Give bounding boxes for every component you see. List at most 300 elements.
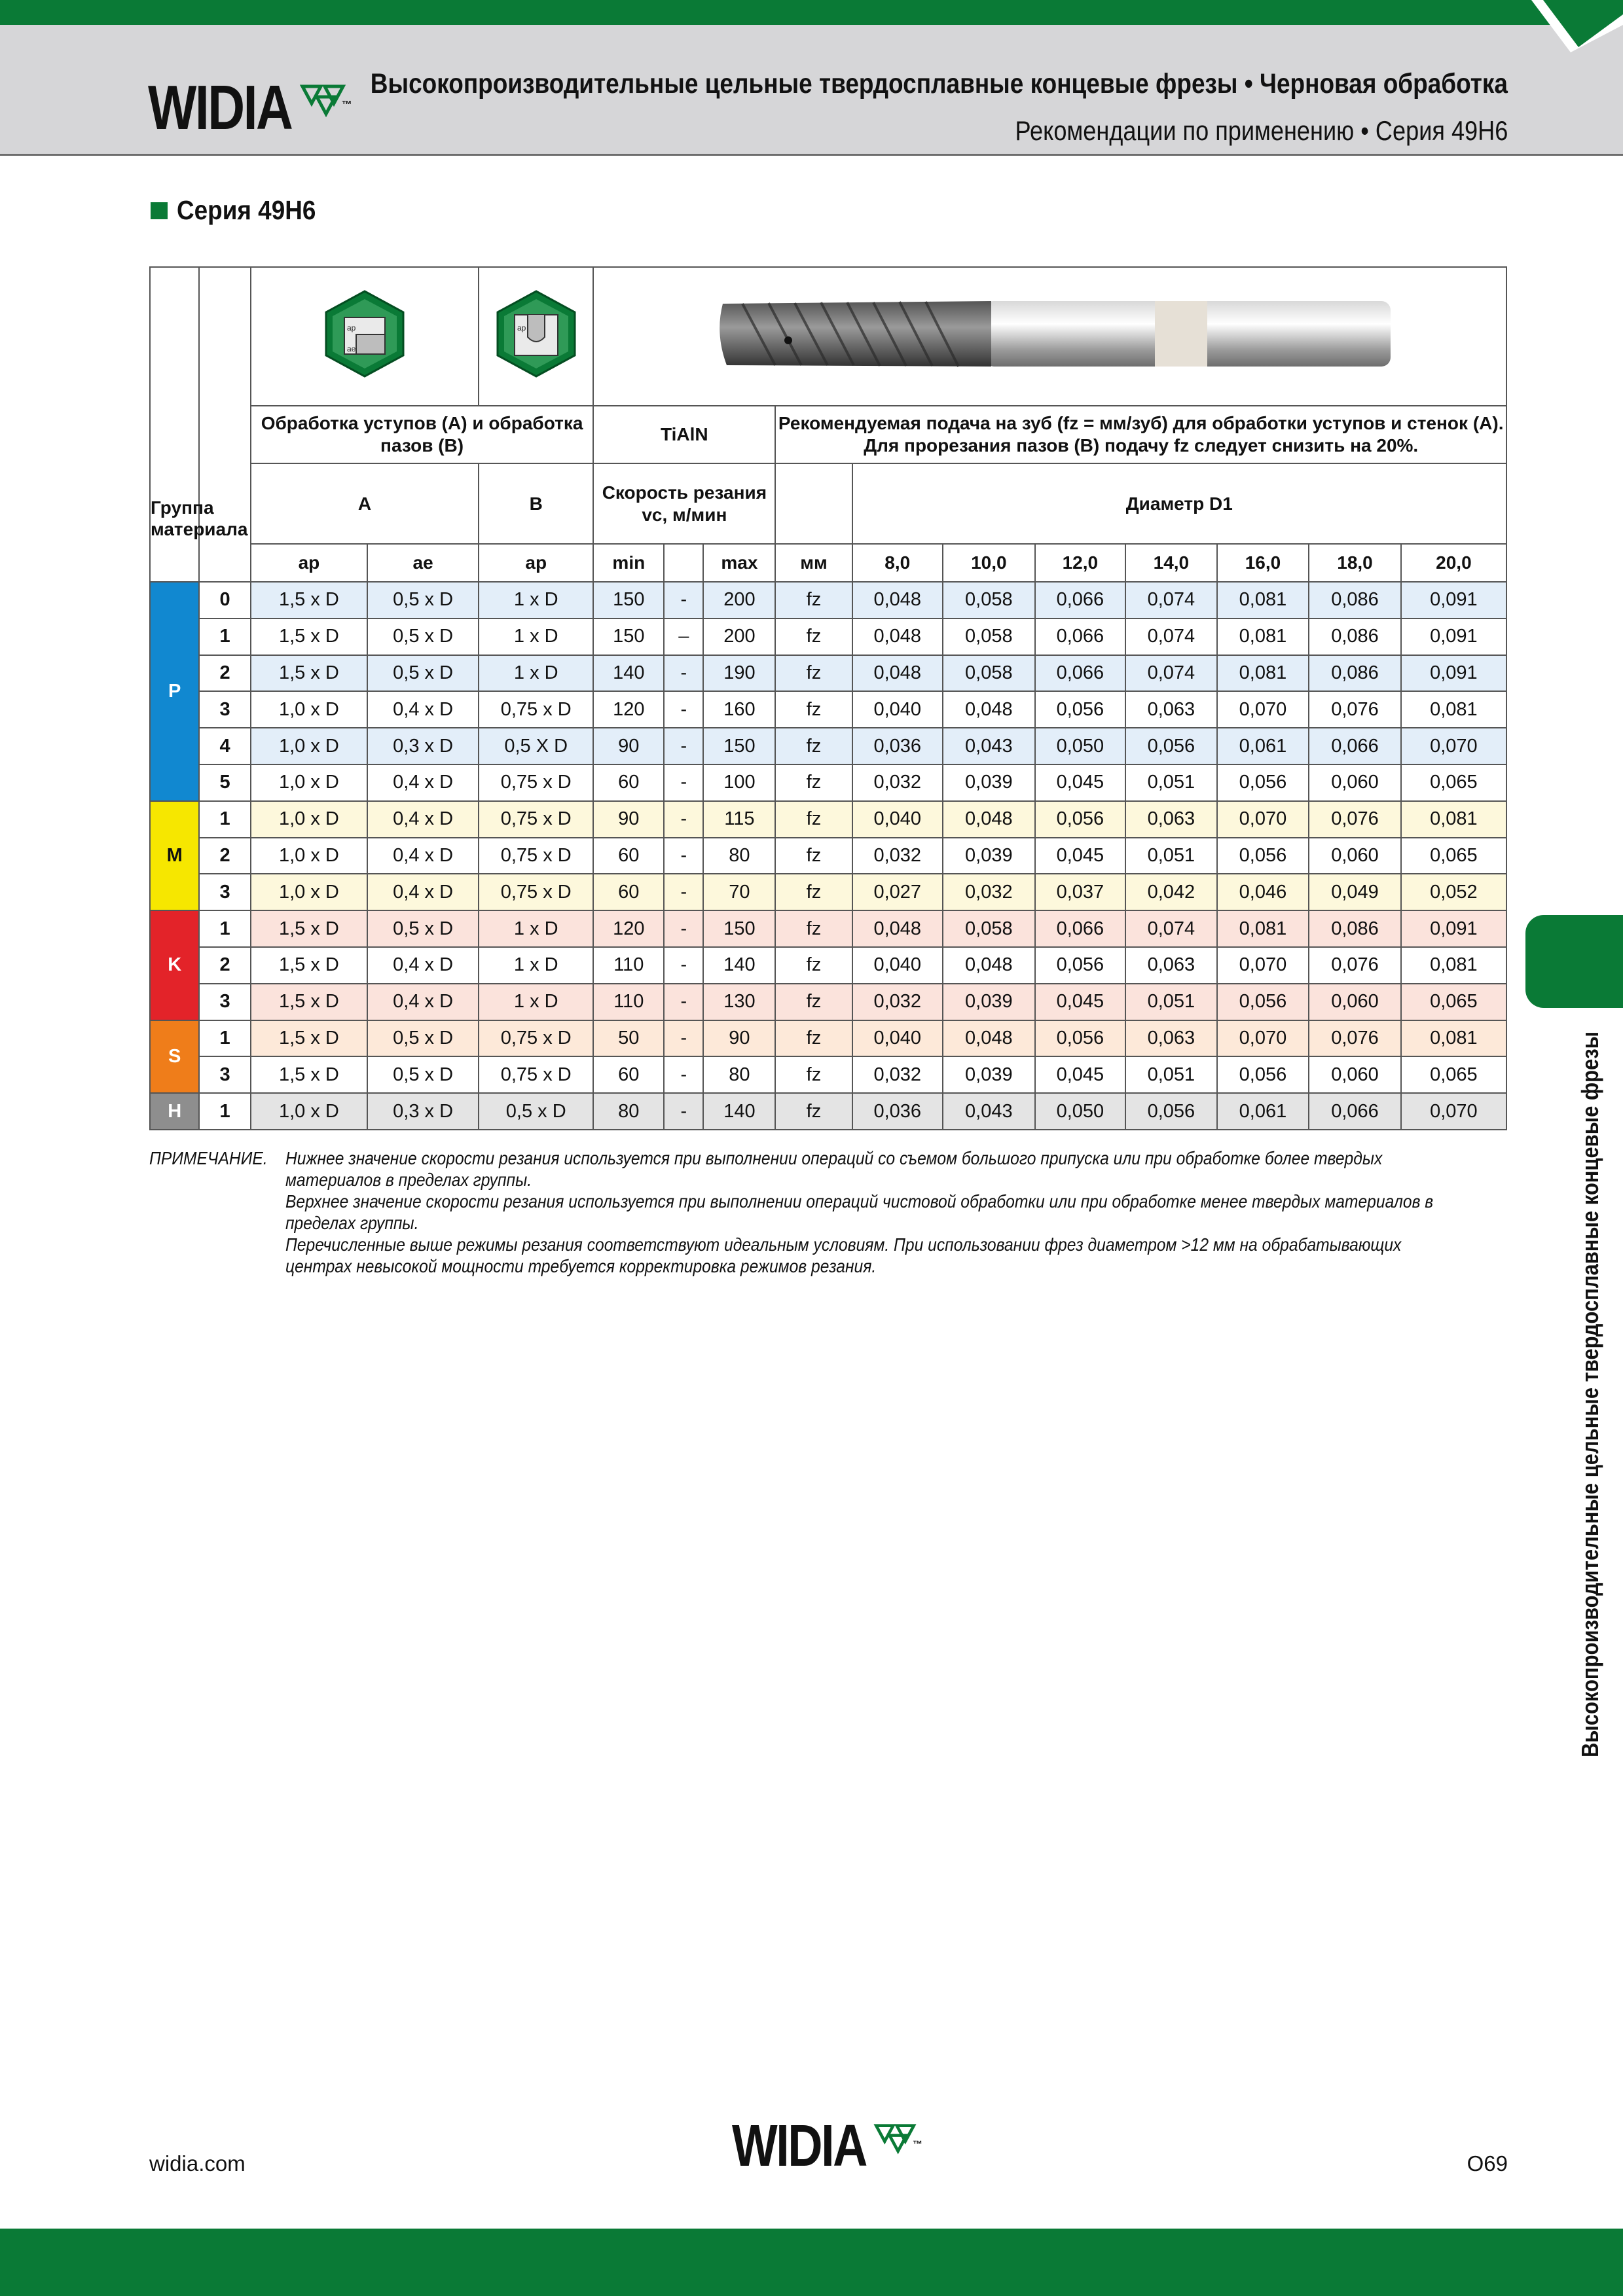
ae-value: 0,4 x D xyxy=(367,874,479,910)
vc-min-value: 80 xyxy=(593,1093,664,1130)
note-line-2: Верхнее значение скорости резания используется при выполнении операций чистовой обработки или при обработке менее твердых материалов в пределах группы. xyxy=(285,1191,1434,1233)
unit-value: fz xyxy=(775,838,852,874)
feed-value: 0,086 xyxy=(1309,910,1401,947)
feed-value: 0,058 xyxy=(943,582,1035,619)
vc-max-value: 150 xyxy=(703,728,775,764)
feed-value: 0,058 xyxy=(943,619,1035,655)
vc-min-value: 60 xyxy=(593,764,664,801)
feed-value: 0,081 xyxy=(1217,910,1309,947)
feed-value: 0,050 xyxy=(1035,728,1126,764)
section-heading xyxy=(151,195,331,226)
subgroup-number: 1 xyxy=(199,801,250,838)
subgroup-number: 2 xyxy=(199,655,250,692)
feed-value: 0,081 xyxy=(1217,655,1309,692)
diameter-18-header: 18,0 xyxy=(1309,544,1401,582)
diameter-12-header: 12,0 xyxy=(1035,544,1126,582)
bottom-green-bar xyxy=(0,2229,1623,2296)
feed-value: 0,049 xyxy=(1309,874,1401,910)
vc-max-value: 190 xyxy=(703,655,775,692)
feed-value: 0,040 xyxy=(852,1020,943,1057)
ap-b-value: 0,75 x D xyxy=(479,874,593,910)
feed-value: 0,056 xyxy=(1217,1056,1309,1093)
vc-dash: - xyxy=(664,984,703,1020)
feed-value: 0,056 xyxy=(1035,947,1126,984)
vc-min-value: 110 xyxy=(593,947,664,984)
feed-value: 0,040 xyxy=(852,691,943,728)
feed-value: 0,074 xyxy=(1125,655,1217,692)
vc-dash-header xyxy=(664,544,703,582)
feed-value: 0,065 xyxy=(1401,838,1506,874)
feed-value: 0,046 xyxy=(1217,874,1309,910)
ae-value: 0,5 x D xyxy=(367,582,479,619)
unit-value: fz xyxy=(775,728,852,764)
feed-value: 0,042 xyxy=(1125,874,1217,910)
material-group-p: P xyxy=(150,582,199,801)
feed-value: 0,086 xyxy=(1309,655,1401,692)
footer-website: widia.com xyxy=(149,2151,246,2176)
footer-page-number: O69 xyxy=(1467,2151,1508,2176)
feed-value: 0,052 xyxy=(1401,874,1506,910)
ae-value: 0,4 x D xyxy=(367,984,479,1020)
vc-dash: - xyxy=(664,582,703,619)
feed-value: 0,048 xyxy=(852,655,943,692)
feed-value: 0,070 xyxy=(1401,728,1506,764)
top-green-bar xyxy=(0,0,1623,25)
feed-value: 0,056 xyxy=(1217,984,1309,1020)
vc-min-value: 50 xyxy=(593,1020,664,1057)
ap-value: 1,0 x D xyxy=(251,1093,367,1130)
ap-b-value: 0,5 X D xyxy=(479,728,593,764)
diameter-header: Диаметр D1 xyxy=(852,463,1506,544)
ap-value: 1,0 x D xyxy=(251,874,367,910)
feed-value: 0,081 xyxy=(1401,801,1506,838)
table-row xyxy=(150,984,1506,1020)
ap-b-value: 0,75 x D xyxy=(479,1020,593,1057)
feed-value: 0,037 xyxy=(1035,874,1126,910)
unit-value: fz xyxy=(775,582,852,619)
shoulder-icon-cell xyxy=(251,267,479,406)
feed-value: 0,040 xyxy=(852,947,943,984)
col-a-header: A xyxy=(251,463,479,544)
vc-max-value: 160 xyxy=(703,691,775,728)
feed-value: 0,076 xyxy=(1309,1020,1401,1057)
feed-value: 0,027 xyxy=(852,874,943,910)
svg-text:ap: ap xyxy=(346,323,356,332)
table-row xyxy=(150,619,1506,655)
feed-value: 0,039 xyxy=(943,984,1035,1020)
ap-b-value: 0,75 x D xyxy=(479,764,593,801)
feed-value: 0,036 xyxy=(852,1093,943,1130)
subgroup-number: 3 xyxy=(199,874,250,910)
feed-value: 0,032 xyxy=(852,984,943,1020)
vc-dash: - xyxy=(664,728,703,764)
vc-min-value: 120 xyxy=(593,910,664,947)
table-row xyxy=(150,910,1506,947)
ae-value: 0,5 x D xyxy=(367,619,479,655)
feed-value: 0,056 xyxy=(1035,1020,1126,1057)
ap-b-value: 0,75 x D xyxy=(479,1056,593,1093)
feed-value: 0,065 xyxy=(1401,1056,1506,1093)
material-group-s: S xyxy=(150,1020,199,1094)
feed-value: 0,032 xyxy=(852,1056,943,1093)
feed-value: 0,081 xyxy=(1401,947,1506,984)
unit-header: мм xyxy=(775,544,852,582)
feed-value: 0,048 xyxy=(852,910,943,947)
feed-value: 0,074 xyxy=(1125,582,1217,619)
feed-value: 0,039 xyxy=(943,838,1035,874)
table-row xyxy=(150,801,1506,838)
ap-value: 1,5 x D xyxy=(251,1056,367,1093)
feed-value: 0,045 xyxy=(1035,764,1126,801)
feed-value: 0,050 xyxy=(1035,1093,1126,1130)
ap-value: 1,0 x D xyxy=(251,838,367,874)
feed-value: 0,086 xyxy=(1309,619,1401,655)
subgroup-number: 0 xyxy=(199,582,250,619)
feed-value: 0,076 xyxy=(1309,691,1401,728)
feed-value: 0,045 xyxy=(1035,1056,1126,1093)
feed-value: 0,056 xyxy=(1217,838,1309,874)
feed-value: 0,039 xyxy=(943,1056,1035,1093)
feed-value: 0,076 xyxy=(1309,801,1401,838)
end-mill-photo xyxy=(703,281,1397,386)
feed-value: 0,070 xyxy=(1401,1093,1506,1130)
ap-b-value: 0,75 x D xyxy=(479,838,593,874)
subgroup-number: 3 xyxy=(199,1056,250,1093)
feed-value: 0,032 xyxy=(943,874,1035,910)
widia-logo-triangles-icon xyxy=(301,84,344,119)
feed-value: 0,043 xyxy=(943,1093,1035,1130)
table-row xyxy=(150,691,1506,728)
feed-value: 0,061 xyxy=(1217,728,1309,764)
corner-chevron-icon xyxy=(1525,0,1623,52)
feed-value: 0,048 xyxy=(852,619,943,655)
subgroup-number: 1 xyxy=(199,1093,250,1130)
table-row xyxy=(150,947,1506,984)
feed-value: 0,045 xyxy=(1035,838,1126,874)
feed-value: 0,070 xyxy=(1217,947,1309,984)
ae-value: 0,4 x D xyxy=(367,838,479,874)
feed-value: 0,036 xyxy=(852,728,943,764)
ap-value: 1,5 x D xyxy=(251,582,367,619)
material-group-h: H xyxy=(150,1093,199,1130)
feed-value: 0,043 xyxy=(943,728,1035,764)
subgroup-number: 2 xyxy=(199,947,250,984)
ae-value: 0,4 x D xyxy=(367,801,479,838)
subgroup-number: 4 xyxy=(199,728,250,764)
feed-value: 0,081 xyxy=(1217,582,1309,619)
ap-value: 1,5 x D xyxy=(251,910,367,947)
green-square-bullet-icon xyxy=(151,202,168,219)
feed-value: 0,048 xyxy=(852,582,943,619)
subgroup-number: 2 xyxy=(199,838,250,874)
ae-value: 0,4 x D xyxy=(367,691,479,728)
feed-value: 0,060 xyxy=(1309,838,1401,874)
ap-value: 1,0 x D xyxy=(251,691,367,728)
vc-min-value: 150 xyxy=(593,619,664,655)
ae-value: 0,3 x D xyxy=(367,728,479,764)
table-row xyxy=(150,728,1506,764)
feed-value: 0,056 xyxy=(1217,764,1309,801)
feed-value: 0,056 xyxy=(1035,691,1126,728)
vc-max-value: 70 xyxy=(703,874,775,910)
unit-value: fz xyxy=(775,801,852,838)
table-row xyxy=(150,1020,1506,1057)
vc-max-value: 100 xyxy=(703,764,775,801)
vc-min-value: 90 xyxy=(593,801,664,838)
feed-value: 0,074 xyxy=(1125,619,1217,655)
vc-min-value: 150 xyxy=(593,582,664,619)
table-row xyxy=(150,582,1506,619)
feed-value: 0,060 xyxy=(1309,1056,1401,1093)
ae-value: 0,4 x D xyxy=(367,947,479,984)
feed-value: 0,056 xyxy=(1035,801,1126,838)
feed-value: 0,081 xyxy=(1401,691,1506,728)
feed-value: 0,056 xyxy=(1125,728,1217,764)
feed-value: 0,051 xyxy=(1125,1056,1217,1093)
ap-b-value: 1 x D xyxy=(479,582,593,619)
feed-value: 0,091 xyxy=(1401,582,1506,619)
footer-widia-logo: WIDIA ™ xyxy=(732,2113,921,2179)
vc-dash: – xyxy=(664,619,703,655)
vc-max-value: 115 xyxy=(703,801,775,838)
feed-value: 0,051 xyxy=(1125,838,1217,874)
feed-value: 0,058 xyxy=(943,910,1035,947)
svg-text:ap: ap xyxy=(517,323,526,332)
ap-value: 1,0 x D xyxy=(251,801,367,838)
feed-value: 0,063 xyxy=(1125,1020,1217,1057)
ap-value: 1,5 x D xyxy=(251,984,367,1020)
feed-value: 0,070 xyxy=(1217,1020,1309,1057)
feed-value: 0,091 xyxy=(1401,619,1506,655)
ae-value: 0,5 x D xyxy=(367,1020,479,1057)
vc-max-value: 80 xyxy=(703,1056,775,1093)
vc-dash: - xyxy=(664,1020,703,1057)
vc-min-value: 60 xyxy=(593,838,664,874)
subgroup-number: 1 xyxy=(199,1020,250,1057)
diameter-10-header: 10,0 xyxy=(943,544,1035,582)
speed-header: Скорость резания vc, м/мин xyxy=(593,463,775,544)
feed-value: 0,039 xyxy=(943,764,1035,801)
vc-max-value: 200 xyxy=(703,582,775,619)
unit-value: fz xyxy=(775,619,852,655)
unit-value: fz xyxy=(775,947,852,984)
unit-value: fz xyxy=(775,1056,852,1093)
unit-value: fz xyxy=(775,764,852,801)
ap-b-value: 1 x D xyxy=(479,910,593,947)
vc-dash: - xyxy=(664,947,703,984)
unit-value: fz xyxy=(775,910,852,947)
ap-b-value: 0,75 x D xyxy=(479,691,593,728)
notes-label: ПРИМЕЧАНИЕ. xyxy=(149,1148,268,1168)
vc-max-value: 90 xyxy=(703,1020,775,1057)
diameter-8-header: 8,0 xyxy=(852,544,943,582)
feed-value: 0,051 xyxy=(1125,984,1217,1020)
vc-dash: - xyxy=(664,874,703,910)
group-header: Группа материала xyxy=(150,267,199,582)
table-row xyxy=(150,1056,1506,1093)
svg-text:ae: ae xyxy=(346,344,356,353)
feed-value: 0,048 xyxy=(943,1020,1035,1057)
unit-value: fz xyxy=(775,655,852,692)
note-line-1: Нижнее значение скорости резания используется при выполнении операций со съемом большого припуска или при обработке более твердых материалов в пределах группы. xyxy=(285,1148,1383,1190)
feed-value: 0,063 xyxy=(1125,947,1217,984)
ap-value: 1,5 x D xyxy=(251,1020,367,1057)
diameter-14-header: 14,0 xyxy=(1125,544,1217,582)
ap-b-value: 1 x D xyxy=(479,655,593,692)
shoulder-milling-icon xyxy=(322,289,407,379)
feed-value: 0,063 xyxy=(1125,801,1217,838)
subgroup-number: 3 xyxy=(199,691,250,728)
unit-value: fz xyxy=(775,691,852,728)
vc-min-value: 120 xyxy=(593,691,664,728)
ap-b-value: 1 x D xyxy=(479,984,593,1020)
feed-value: 0,040 xyxy=(852,801,943,838)
vc-max-header: max xyxy=(703,544,775,582)
col-b-header: B xyxy=(479,463,593,544)
feed-value: 0,086 xyxy=(1309,582,1401,619)
feed-value: 0,065 xyxy=(1401,764,1506,801)
end-mill-photo-cell xyxy=(593,267,1506,406)
material-group-m: M xyxy=(150,801,199,910)
widia-logo: WIDIA ™ xyxy=(148,73,350,143)
feed-value: 0,045 xyxy=(1035,984,1126,1020)
diameter-16-header: 16,0 xyxy=(1217,544,1309,582)
feed-value: 0,074 xyxy=(1125,910,1217,947)
feed-value: 0,066 xyxy=(1035,619,1126,655)
vc-dash: - xyxy=(664,1056,703,1093)
ap-value: 1,5 x D xyxy=(251,947,367,984)
slot-icon-cell xyxy=(479,267,593,406)
vc-max-value: 140 xyxy=(703,947,775,984)
vc-max-value: 150 xyxy=(703,910,775,947)
feed-value: 0,066 xyxy=(1309,1093,1401,1130)
feed-value: 0,076 xyxy=(1309,947,1401,984)
page-header xyxy=(0,25,1623,156)
unit-header-spacer xyxy=(775,463,852,544)
side-chapter-label: Высокопроизводительные цельные твердосплавные концевые фрезы xyxy=(1577,1031,1603,1757)
feed-value: 0,081 xyxy=(1401,1020,1506,1057)
chapter-tab xyxy=(1525,915,1623,1008)
feed-value: 0,060 xyxy=(1309,764,1401,801)
unit-value: fz xyxy=(775,1093,852,1130)
feed-value: 0,048 xyxy=(943,947,1035,984)
feed-value: 0,066 xyxy=(1035,582,1126,619)
feed-value: 0,065 xyxy=(1401,984,1506,1020)
ap-b-value: 0,75 x D xyxy=(479,801,593,838)
feed-note-header: Рекомендуемая подача на зуб (fz = мм/зуб) для обработки уступов и стенок (A). Для прорезания пазов (B) подачу fz следует снизить на 20%. xyxy=(775,406,1506,463)
vc-max-value: 130 xyxy=(703,984,775,1020)
feed-value: 0,091 xyxy=(1401,655,1506,692)
vc-min-value: 60 xyxy=(593,1056,664,1093)
notes-block xyxy=(149,1147,1459,1277)
vc-dash: - xyxy=(664,691,703,728)
subgroup-number: 1 xyxy=(199,910,250,947)
ae-value: 0,3 x D xyxy=(367,1093,479,1130)
feed-value: 0,066 xyxy=(1309,728,1401,764)
ae-value: 0,5 x D xyxy=(367,910,479,947)
ae-value: 0,5 x D xyxy=(367,655,479,692)
ap-b-value: 1 x D xyxy=(479,619,593,655)
vc-dash: - xyxy=(664,801,703,838)
vc-min-value: 90 xyxy=(593,728,664,764)
ap-value: 1,5 x D xyxy=(251,619,367,655)
note-line-3: Перечисленные выше режимы резания соответствуют идеальным условиям. При использовании фрез диаметром >12 мм на обрабатывающих центрах невысокой мощности требуется корректировка режимов резания. xyxy=(285,1234,1402,1276)
vc-dash: - xyxy=(664,910,703,947)
vc-min-header: min xyxy=(593,544,664,582)
ae-header: ae xyxy=(367,544,479,582)
table-row xyxy=(150,838,1506,874)
cutting-data-table xyxy=(149,266,1507,1130)
subgroup-number: 1 xyxy=(199,619,250,655)
ap-b-value: 1 x D xyxy=(479,947,593,984)
vc-max-value: 200 xyxy=(703,619,775,655)
vc-min-value: 110 xyxy=(593,984,664,1020)
unit-value: fz xyxy=(775,874,852,910)
vc-dash: - xyxy=(664,764,703,801)
feed-value: 0,032 xyxy=(852,838,943,874)
header-subtitle: Рекомендации по применению • Серия 49H6 xyxy=(1015,115,1508,146)
vc-min-value: 60 xyxy=(593,874,664,910)
feed-value: 0,032 xyxy=(852,764,943,801)
vc-min-value: 140 xyxy=(593,655,664,692)
vc-dash: - xyxy=(664,838,703,874)
table-row xyxy=(150,874,1506,910)
vc-max-value: 140 xyxy=(703,1093,775,1130)
feed-value: 0,051 xyxy=(1125,764,1217,801)
feed-value: 0,048 xyxy=(943,801,1035,838)
vc-dash: - xyxy=(664,655,703,692)
feed-value: 0,061 xyxy=(1217,1093,1309,1130)
ap-b-header: ap xyxy=(479,544,593,582)
table-row xyxy=(150,764,1506,801)
vc-dash: - xyxy=(664,1093,703,1130)
subgroup-number: 3 xyxy=(199,984,250,1020)
coating-header: TiAlN xyxy=(593,406,775,463)
ap-value: 1,0 x D xyxy=(251,728,367,764)
ae-value: 0,4 x D xyxy=(367,764,479,801)
subheader-spacer xyxy=(199,544,250,582)
feed-value: 0,066 xyxy=(1035,910,1126,947)
table-row xyxy=(150,1093,1506,1130)
feed-value: 0,058 xyxy=(943,655,1035,692)
header-title: Высокопроизводительные цельные твердосплавные концевые фрезы • Черновая обработка xyxy=(370,68,1508,99)
feed-value: 0,091 xyxy=(1401,910,1506,947)
feed-value: 0,070 xyxy=(1217,691,1309,728)
ap-header: ap xyxy=(251,544,367,582)
table-row xyxy=(150,655,1506,692)
feed-value: 0,060 xyxy=(1309,984,1401,1020)
section-title: Серия 49H6 xyxy=(177,195,316,225)
material-group-k: K xyxy=(150,910,199,1020)
feed-value: 0,070 xyxy=(1217,801,1309,838)
ap-value: 1,5 x D xyxy=(251,655,367,692)
footer-logo-triangles-icon xyxy=(875,2123,915,2156)
diameter-20-header: 20,0 xyxy=(1401,544,1506,582)
feed-value: 0,056 xyxy=(1125,1093,1217,1130)
ae-value: 0,5 x D xyxy=(367,1056,479,1093)
feed-value: 0,066 xyxy=(1035,655,1126,692)
subgroup-number: 5 xyxy=(199,764,250,801)
feed-value: 0,081 xyxy=(1217,619,1309,655)
unit-value: fz xyxy=(775,1020,852,1057)
feed-value: 0,063 xyxy=(1125,691,1217,728)
feed-value: 0,048 xyxy=(943,691,1035,728)
ap-b-value: 0,5 x D xyxy=(479,1093,593,1130)
unit-value: fz xyxy=(775,984,852,1020)
vc-max-value: 80 xyxy=(703,838,775,874)
ap-value: 1,0 x D xyxy=(251,764,367,801)
slotting-icon xyxy=(494,289,579,379)
